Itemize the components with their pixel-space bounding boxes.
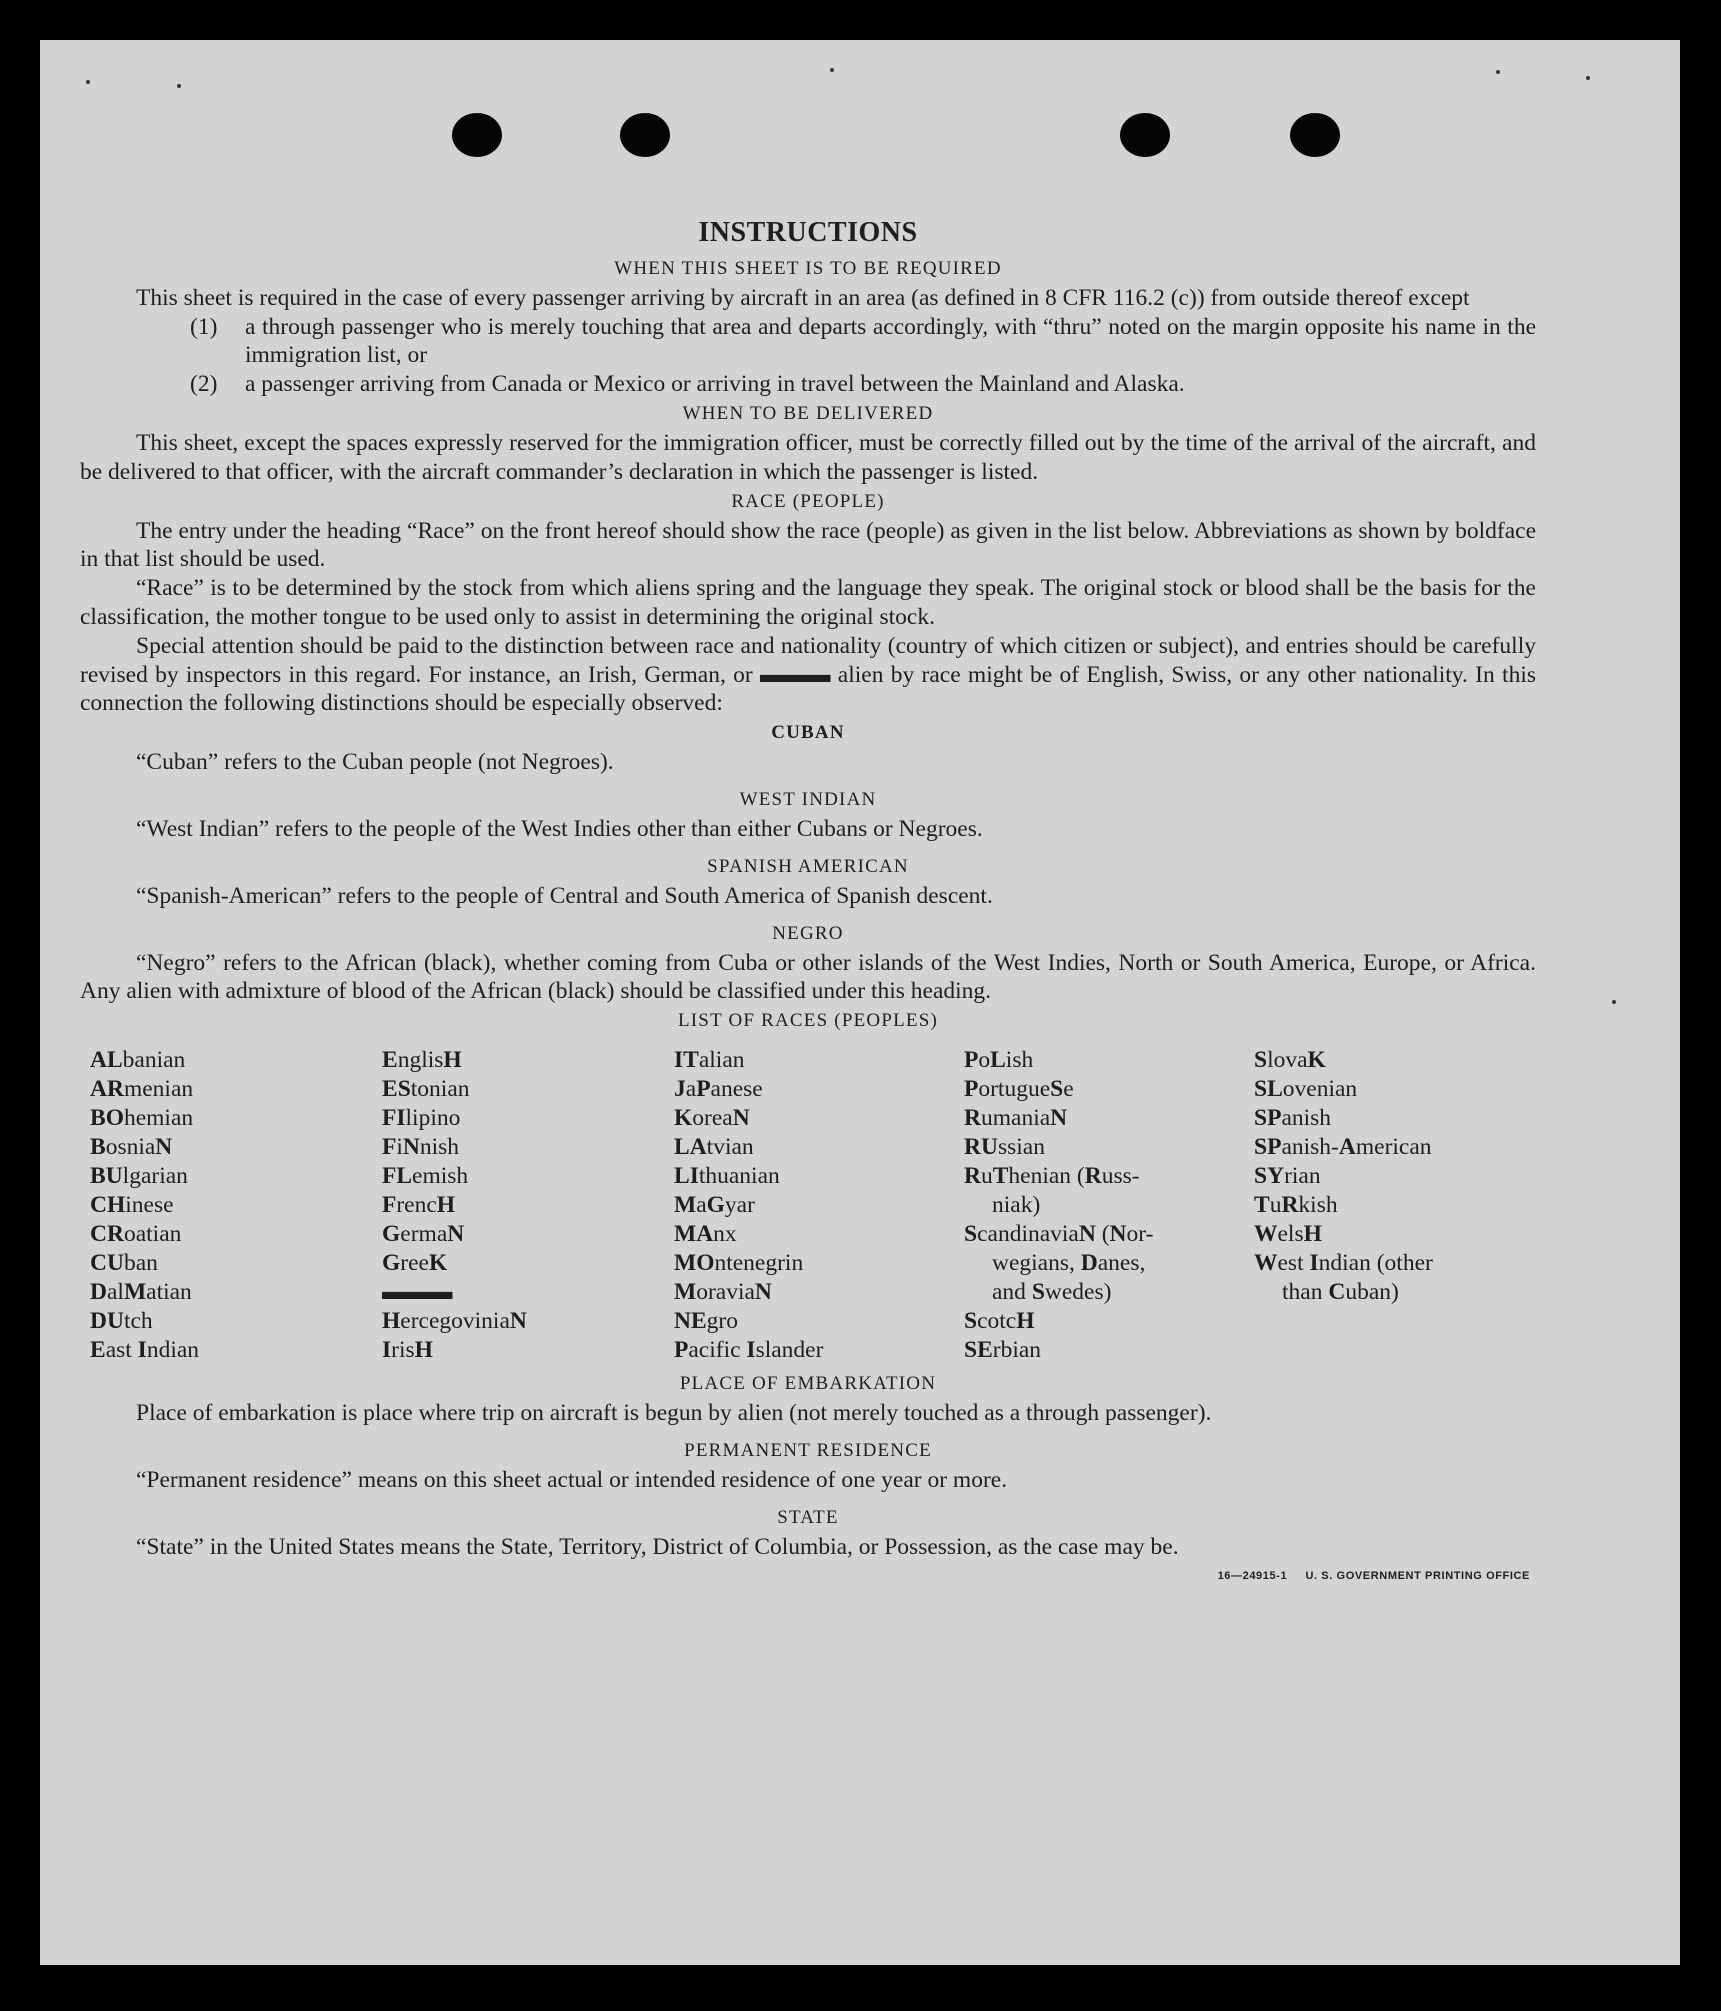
heading-state: STATE <box>777 1506 839 1528</box>
page-title: INSTRUCTIONS <box>698 217 918 248</box>
race-item: WelsH <box>1254 1221 1322 1248</box>
when-delivered-text: This sheet, except the spaces expressly reserved for the immigration officer, must be correctly filled out by the time of the arrival of the aircraft, and be delivered to that officer, with the aircraft commander’s declaration in which the passenger is listed. <box>80 429 1536 485</box>
heading-residence: PERMANENT RESIDENCE <box>684 1439 932 1461</box>
race-item: BOhemian <box>90 1105 194 1132</box>
document-body <box>80 177 1536 1590</box>
exception-item <box>190 313 1536 371</box>
heading-cuban: CUBAN <box>771 722 845 744</box>
race-item: FiNnish <box>382 1134 460 1161</box>
race-item: PortugueSe <box>964 1076 1074 1103</box>
race-column <box>382 1046 674 1365</box>
race-item-continuation: niak) <box>992 1192 1041 1219</box>
race-item: EStonian <box>382 1076 470 1103</box>
race-item: CHinese <box>90 1192 174 1219</box>
race-column <box>1254 1046 1534 1365</box>
spanish-american-text: “Spanish-American” refers to the people of Central and South America of Spanish descent. <box>136 882 993 909</box>
race-item: West Indian (other <box>1254 1250 1433 1277</box>
residence-text: “Permanent residence” means on this sheet actual or intended residence of one year or more. <box>136 1466 1008 1493</box>
race-item: SLovenian <box>1254 1076 1358 1103</box>
race-column <box>90 1046 382 1365</box>
speck <box>1496 70 1500 74</box>
when-required-text: This sheet is required in the case of every passenger arriving by aircraft in an area (as defined in 8 CFR 116.2 (c)) from outside thereof except <box>136 284 1470 311</box>
race-item: GreeK <box>382 1250 448 1277</box>
footer <box>80 1562 1536 1591</box>
speck <box>830 68 834 72</box>
race-item: CRoatian <box>90 1221 182 1248</box>
race-item: FIlipino <box>382 1105 461 1132</box>
race-item: ITalian <box>674 1047 745 1074</box>
race-item: SErbian <box>964 1337 1042 1364</box>
race-column <box>674 1046 964 1365</box>
race-item: RumaniaN <box>964 1105 1068 1132</box>
race-item: KoreaN <box>674 1105 750 1132</box>
race-item: RUssian <box>964 1134 1045 1161</box>
race-item: ScandinaviaN (Nor- <box>964 1221 1154 1248</box>
race-item: EnglisH <box>382 1047 462 1074</box>
exception-number: (2) <box>190 371 218 398</box>
race-item: SlovaK <box>1254 1047 1326 1074</box>
state-text: “State” in the United States means the State, Territory, District of Columbia, or Possession, as the case may be. <box>136 1533 1179 1560</box>
race-item: SYrian <box>1254 1163 1321 1190</box>
race-item-continuation: than Cuban) <box>1282 1279 1399 1306</box>
exception-text: a passenger arriving from Canada or Mexico or arriving in travel between the Mainland and Alaska. <box>245 371 1185 398</box>
race-item: LIthuanian <box>674 1163 780 1190</box>
printer-imprint <box>1218 1562 1536 1591</box>
heading-list-of-races: LIST OF RACES (PEOPLES) <box>677 1010 939 1032</box>
race-item: FrencH <box>382 1192 456 1219</box>
race-item: MOntenegrin <box>674 1250 804 1277</box>
speck <box>177 84 181 88</box>
race-item: ScotcH <box>964 1308 1035 1335</box>
heading-race: RACE (PEOPLE) <box>731 490 885 512</box>
race-item: SPanish <box>1254 1105 1332 1132</box>
race-item: BosniaN <box>90 1134 173 1161</box>
race-item: RuThenian (Russ- <box>964 1163 1140 1190</box>
race-item: NEgro <box>674 1308 738 1335</box>
race-item: MAnx <box>674 1221 737 1248</box>
race-column <box>964 1046 1254 1365</box>
punch-hole <box>452 113 502 157</box>
race-item: IrisH <box>382 1337 433 1364</box>
speck <box>1586 76 1590 80</box>
race-list <box>90 1046 1536 1365</box>
race-item: DUtch <box>90 1308 153 1335</box>
race-item: PoLish <box>964 1047 1034 1074</box>
speck <box>86 80 90 84</box>
exception-item <box>190 370 1536 399</box>
heading-when-delivered: WHEN TO BE DELIVERED <box>682 402 934 424</box>
race-item: MoraviaN <box>674 1279 772 1306</box>
heading-spanish-american: SPANISH AMERICAN <box>707 855 909 877</box>
race-item: MaGyar <box>674 1192 755 1219</box>
race-item: East Indian <box>90 1337 200 1364</box>
heading-negro: NEGRO <box>772 922 844 944</box>
embarkation-text: Place of embarkation is place where trip on aircraft is begun by alien (not merely touched as a through passenger). <box>136 1400 1212 1427</box>
race-item: SPanish-American <box>1254 1134 1432 1161</box>
race-item: JaPanese <box>674 1076 763 1103</box>
punch-hole <box>1290 113 1340 157</box>
race-paragraph: Special attention should be paid to the distinction between race and nationality (country of which citizen or subject), and entries should be carefully revised by inspectors in this regard. For instance, an Irish, German, or ▬▬▬ alien by race might be of English, Swiss, or any other nationality. In this connection the following distinctions should be especially observed: <box>80 632 1536 717</box>
race-item: BUlgarian <box>90 1163 188 1190</box>
race-item: DalMatian <box>90 1279 192 1306</box>
form-number: 16—24915-1 <box>1217 1569 1288 1582</box>
heading-when-required: WHEN THIS SHEET IS TO BE REQUIRED <box>614 257 1002 279</box>
race-item-continuation: and Swedes) <box>992 1279 1112 1306</box>
race-item: CUban <box>90 1250 158 1277</box>
punch-hole <box>620 113 670 157</box>
race-item-continuation: wegians, Danes, <box>992 1250 1146 1277</box>
speck <box>1612 1000 1616 1004</box>
west-indian-text: “West Indian” refers to the people of the West Indies other than either Cubans or Negroes. <box>136 815 983 842</box>
heading-west-indian: WEST INDIAN <box>739 788 877 810</box>
race-paragraph: “Race” is to be determined by the stock from which aliens spring and the language they speak. The original stock or blood shall be the basis for the classification, the mother tongue to be used only to assist in determining the original stock. <box>80 575 1536 630</box>
redacted-race-item: ▬▬▬ <box>382 1279 453 1306</box>
document-sheet <box>40 40 1680 1965</box>
race-item: HercegoviniaN <box>382 1308 527 1335</box>
race-paragraph: The entry under the heading “Race” on the front hereof should show the race (people) as given in the list below. Abbreviations as shown by boldface in that list should be used. <box>80 517 1536 573</box>
heading-embarkation: PLACE OF EMBARKATION <box>679 1373 937 1395</box>
race-item: FLemish <box>382 1163 469 1190</box>
exception-text: a through passenger who is merely touching that area and departs accordingly, with “thru” noted on the margin opposite his name in the immigration list, or <box>245 313 1536 369</box>
race-item: Pacific Islander <box>674 1337 824 1364</box>
race-item: ALbanian <box>90 1047 186 1074</box>
negro-text: “Negro” refers to the African (black), whether coming from Cuba or other islands of the West Indies, North or South America, Europe, or Africa. Any alien with admixture of blood of the African (black) should be classified under this heading. <box>80 949 1536 1005</box>
punch-hole <box>1120 113 1170 157</box>
printer-name: U. S. GOVERNMENT PRINTING OFFICE <box>1305 1569 1530 1582</box>
exception-number: (1) <box>190 313 218 340</box>
race-item: ARmenian <box>90 1076 194 1103</box>
race-item: GermaN <box>382 1221 465 1248</box>
cuban-text: “Cuban” refers to the Cuban people (not Negroes). <box>136 749 614 776</box>
race-item: LAtvian <box>674 1134 754 1161</box>
race-item: TuRkish <box>1254 1192 1338 1219</box>
